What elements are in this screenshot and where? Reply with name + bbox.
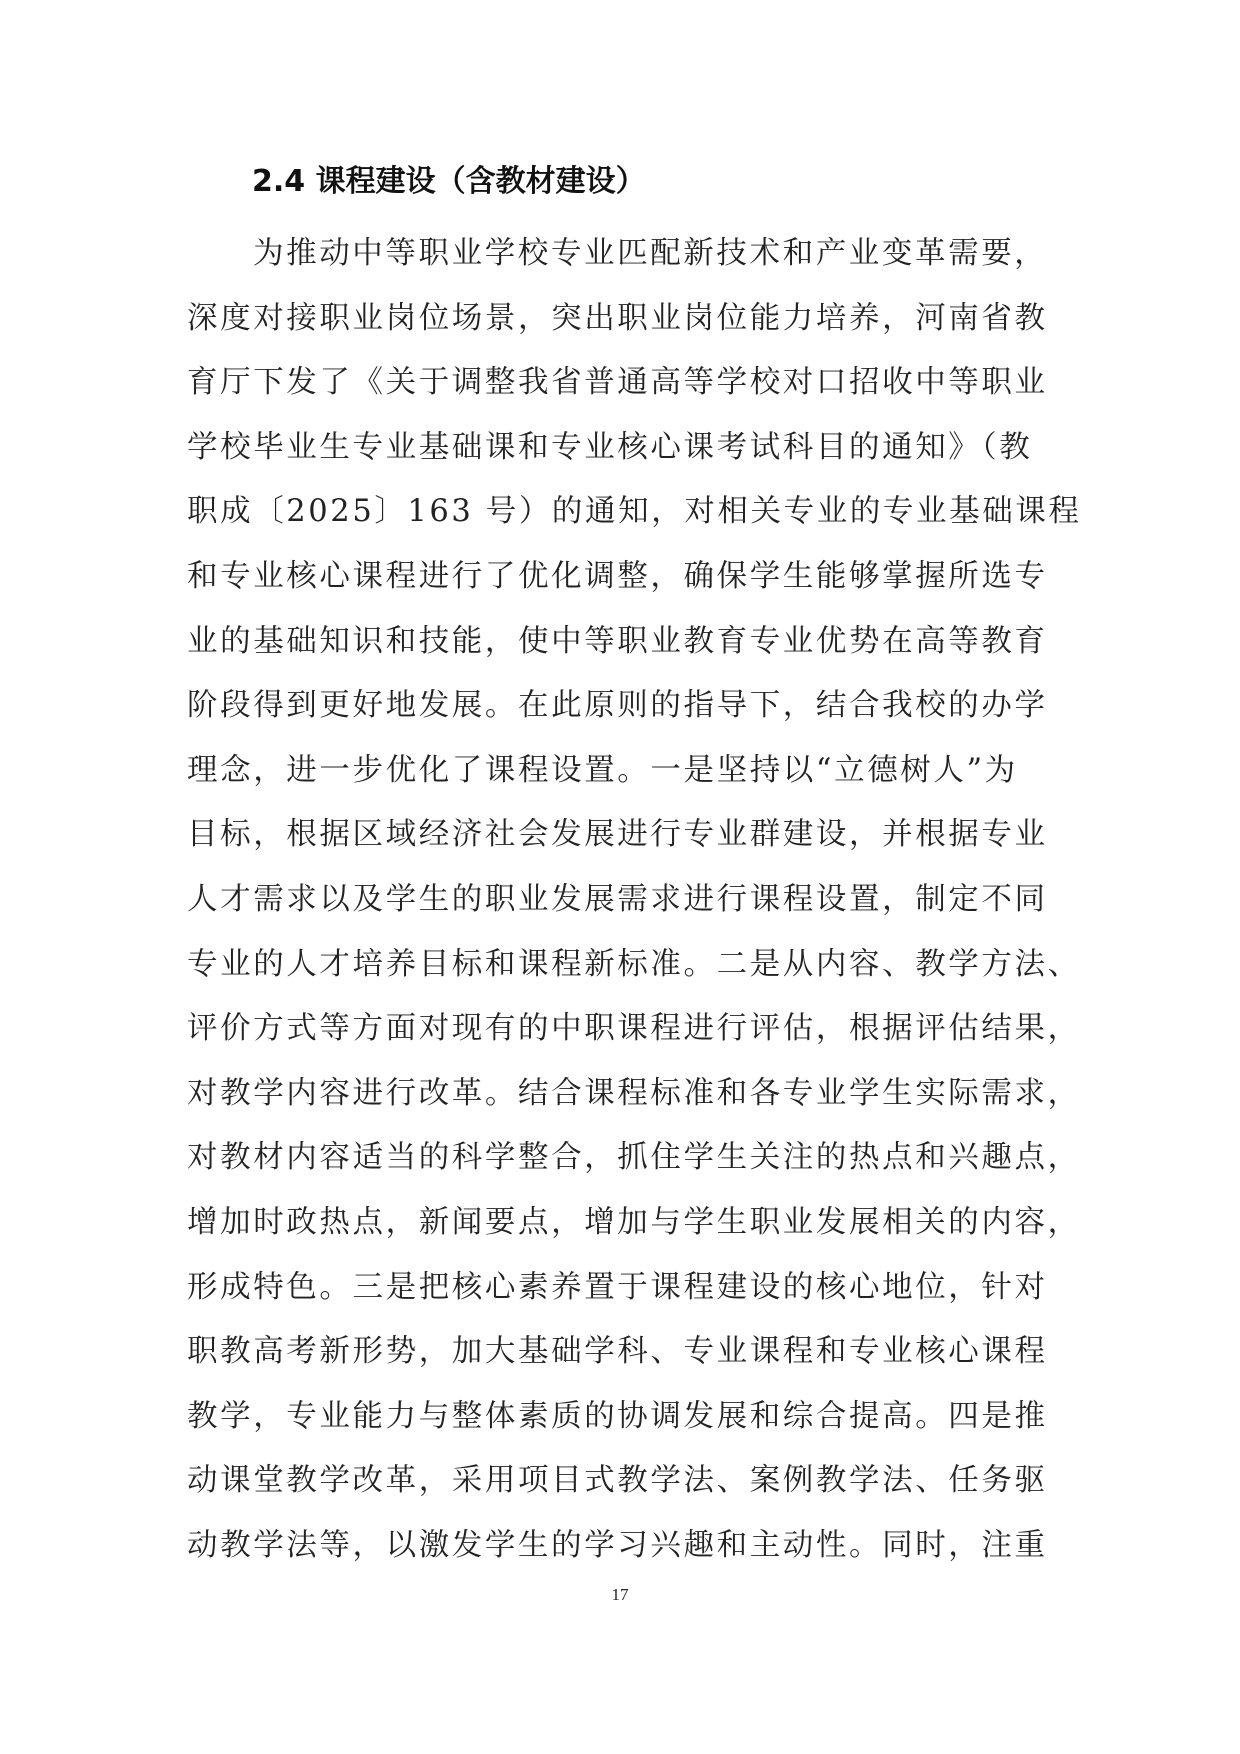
body-line: 动课堂教学改革，采用项目式教学法、案例教学法、任务驱 — [187, 1463, 1048, 1499]
body-line: 理念，进一步优化了课程设置。一是坚持以“立德树人”为 — [187, 752, 1018, 788]
body-line: 教学，专业能力与整体素质的协调发展和综合提高。四是推 — [187, 1398, 1048, 1434]
body-line: 增加时政热点，新闻要点，增加与学生职业发展相关的内容， — [187, 1204, 1081, 1240]
body-line: 目标，根据区域经济社会发展进行专业群建设，并根据专业 — [187, 817, 1048, 853]
body-line: 对教学内容进行改革。结合课程标准和各专业学生实际需求， — [187, 1075, 1081, 1111]
body-line: 人才需求以及学生的职业发展需求进行课程设置，制定不同 — [187, 881, 1048, 917]
body-line: 育厅下发了《关于调整我省普通高等学校对口招收中等职业 — [187, 365, 1048, 401]
body-line: 深度对接职业岗位场景，突出职业岗位能力培养，河南省教 — [187, 300, 1048, 336]
body-line: 动教学法等，以激发学生的学习兴趣和主动性。同时，注重 — [187, 1527, 1048, 1563]
body-line: 形成特色。三是把核心素养置于课程建设的核心地位，针对 — [187, 1269, 1048, 1305]
body-paragraph — [187, 222, 1082, 1578]
body-line: 对教材内容适当的科学整合，抓住学生关注的热点和兴趣点， — [187, 1140, 1081, 1176]
body-line: 业的基础知识和技能，使中等职业教育专业优势在高等教育 — [187, 623, 1048, 659]
body-line: 学校毕业生专业基础课和专业核心课考试科目的通知》（教 — [187, 429, 1033, 465]
section-heading: 2.4 课程建设（含教材建设） — [252, 164, 646, 199]
body-line: 职成〔2025〕163 号）的通知，对相关专业的专业基础课程 — [187, 494, 1082, 530]
body-line: 职教高考新形势，加大基础学科、专业课程和专业核心课程 — [187, 1334, 1048, 1370]
body-line: 专业的人才培养目标和课程新标准。二是从内容、教学方法、 — [187, 946, 1081, 982]
page-number: 17 — [611, 1585, 629, 1604]
body-line: 评价方式等方面对现有的中职课程进行评估，根据评估结果， — [187, 1011, 1081, 1047]
body-line: 为推动中等职业学校专业匹配新技术和产业变革需要， — [253, 236, 1048, 271]
body-line: 和专业核心课程进行了优化调整，确保学生能够掌握所选专 — [187, 558, 1048, 594]
body-line: 阶段得到更好地发展。在此原则的指导下，结合我校的办学 — [187, 688, 1048, 724]
